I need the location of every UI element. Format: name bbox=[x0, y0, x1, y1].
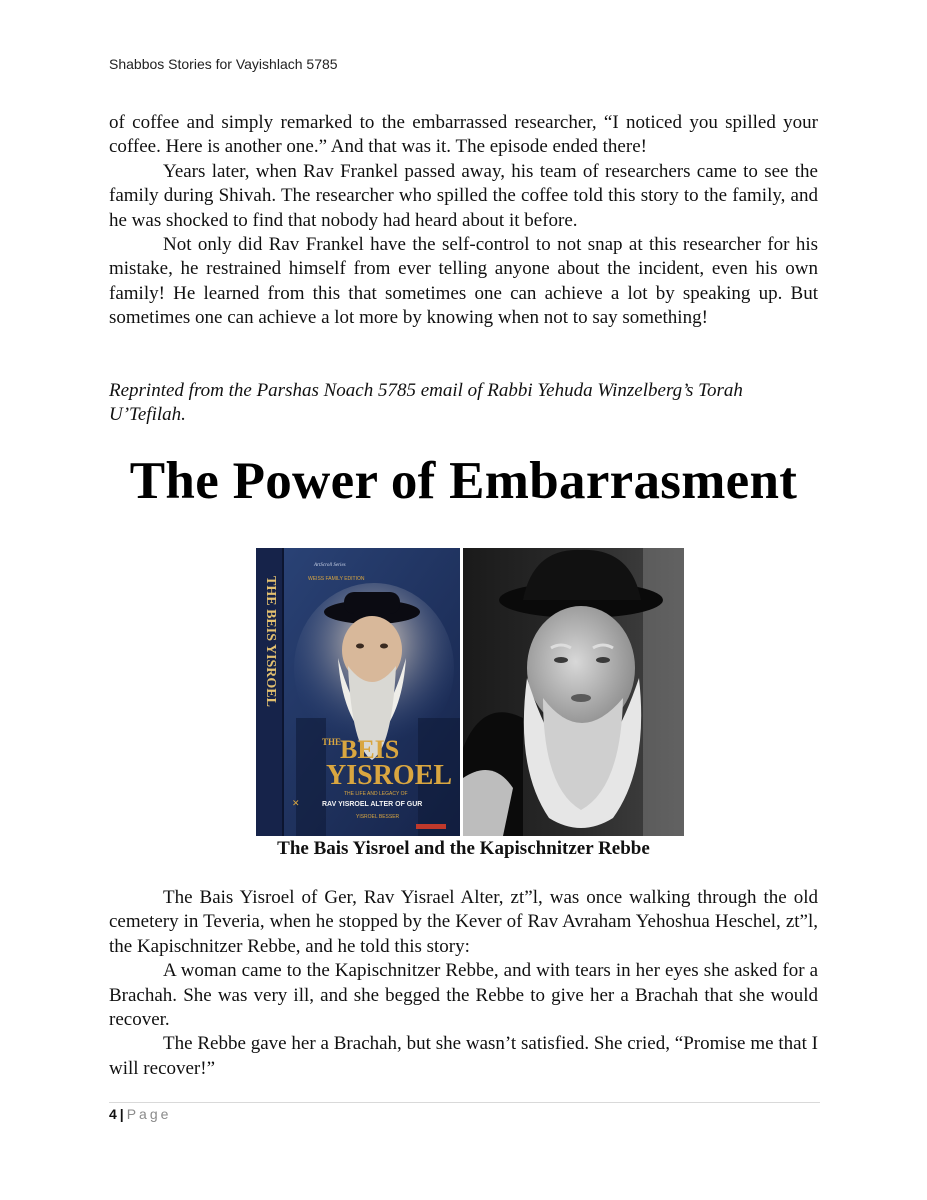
publisher-logo-icon: ✕ bbox=[292, 799, 300, 809]
paragraph: The Bais Yisroel of Ger, Rav Yisrael Alter, zt”l, was once walking through the old cemetery in Teveria, when he stopped by the Kever of Rav Avraham Yehoshua Heschel, zt”l, the Kapischnitzer Rebbe, and he told this story: bbox=[109, 887, 818, 957]
page-label: Page bbox=[126, 1106, 172, 1122]
book-edition: WEISS FAMILY EDITION bbox=[308, 576, 365, 582]
book-subtitle: THE LIFE AND LEGACY OF bbox=[344, 791, 408, 797]
photo-caption: The Bais Yisroel and the Kapischnitzer Rebbe bbox=[277, 838, 650, 859]
book-subject: RAV YISROEL ALTER OF GUR bbox=[322, 801, 423, 808]
reprint-credit: Reprinted from the Parshas Noach 5785 email of Rabbi Yehuda Winzelberg’s Torah U’Tefilah. bbox=[109, 380, 743, 426]
book-title-prefix: THE bbox=[322, 737, 342, 747]
book-author: YISROEL BESSER bbox=[356, 814, 400, 820]
top-story-text bbox=[109, 111, 818, 331]
book-series: ArtScroll Series bbox=[314, 563, 346, 568]
article-photo bbox=[244, 548, 684, 836]
book-spine-text: THE BEIS YISROEL bbox=[263, 576, 278, 707]
paragraph: The Rebbe gave her a Brachah, but she wasn’t satisfied. She cried, “Promise me that I will recover!” bbox=[109, 1033, 818, 1079]
article-body bbox=[109, 886, 818, 1081]
paragraph: Not only did Rav Frankel have the self-control to not snap at this researcher for his mistake, he restrained himself from ever telling anyone about the incident, even his own family! He learned from this that sometimes one can achieve a lot by speaking up. But sometimes one can achieve a lot more by knowing when not to say something! bbox=[109, 234, 818, 329]
article-title: The Power of Embarrasment bbox=[129, 452, 798, 510]
book-title-line2: YISROEL bbox=[326, 760, 453, 791]
page-number: 4 bbox=[109, 1106, 117, 1122]
footer-separator: | bbox=[119, 1106, 124, 1122]
book-cover-image bbox=[256, 548, 460, 836]
page-footer bbox=[109, 1106, 171, 1122]
footer-divider bbox=[109, 1102, 820, 1103]
book-title-line1: BEIS bbox=[340, 735, 400, 764]
paragraph: A woman came to the Kapischnitzer Rebbe, and with tears in her eyes she asked for a Brachah. She was very ill, and she begged the Rebbe to give her a Brachah that she would recover. bbox=[109, 960, 818, 1031]
running-header: Shabbos Stories for Vayishlach 5785 bbox=[109, 56, 338, 72]
rebbe-portrait-image bbox=[463, 548, 684, 836]
paragraph: Years later, when Rav Frankel passed away, his team of researchers came to see the family during Shivah. The researcher who spilled the coffee told this story to the family, and he was shocked to find that nobody had heard about it before. bbox=[109, 160, 818, 231]
paragraph: of coffee and simply remarked to the embarrassed researcher, “I noticed you spilled your coffee. Here is another one.” And that was it. The episode ended there! bbox=[109, 112, 818, 158]
